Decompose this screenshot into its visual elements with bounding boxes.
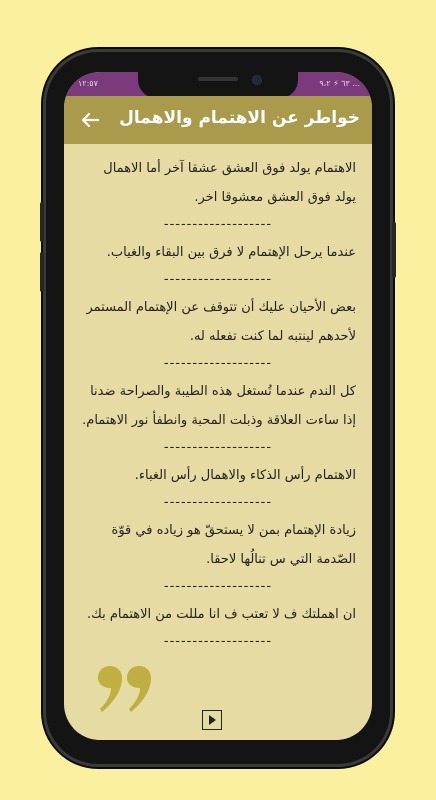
list-item: كل الندم عندما تُستغل هذه الطيبة والصراحة ضدنا إذا ساءت العلاقة وذبلت المحبة وانطفأ نور الاهتمام. [82,384,356,428]
screen [64,72,372,740]
quotes-list [64,144,372,655]
list-item: بعض الأحيان عليك أن تتوقف عن الإهتمام المستمر لأحدهم لينتبه لما كنت تفعله له. [86,300,356,344]
separator: ------------------- [163,634,273,649]
camera [252,75,262,85]
separator: ------------------- [163,579,273,594]
play-icon [209,715,216,725]
home-bar [64,730,372,740]
notch [138,72,298,98]
quote-icon [94,664,156,716]
play-button[interactable] [202,710,222,730]
content-list[interactable] [64,144,372,740]
back-button[interactable] [78,108,102,132]
separator: ------------------- [163,217,273,232]
volume-button [40,252,44,292]
speaker [198,77,238,81]
status-time: ١٢:٥٧ [78,79,98,88]
separator: ------------------- [163,440,273,455]
status-bar [64,72,372,96]
list-item: زيادة الإهتمام بمن لا يستحقّ هو زياده في قوّة الصّدمة التي س تنالُها لاحقا. [111,523,356,567]
status-indicators: ٦٣ ⚡ ٩،٢ ... [319,79,360,88]
separator: ------------------- [163,495,273,510]
power-button [392,222,396,278]
arrow-left-icon [78,108,102,132]
page-title: خواطر عن الاهتمام والاهمال [119,108,360,128]
list-item: ان اهملتك ف لا تعتب ف انا مللت من الاهتمام بك. [86,607,356,622]
list-item: الاهتمام يولد فوق العشق عشقا آخر أما الاهمال يولد فوق العشق معشوقا اخر. [103,161,356,205]
list-item: الاهتمام رأس الذكاء والاهمال رأس الغباء. [134,468,356,483]
app-bar [64,96,372,144]
separator: ------------------- [163,356,273,371]
phone-frame [46,52,390,764]
volume-button [40,202,44,242]
separator: ------------------- [163,272,273,287]
list-item: عندما يرحل الإهتمام لا فرق بين البقاء والغياب. [106,245,356,260]
